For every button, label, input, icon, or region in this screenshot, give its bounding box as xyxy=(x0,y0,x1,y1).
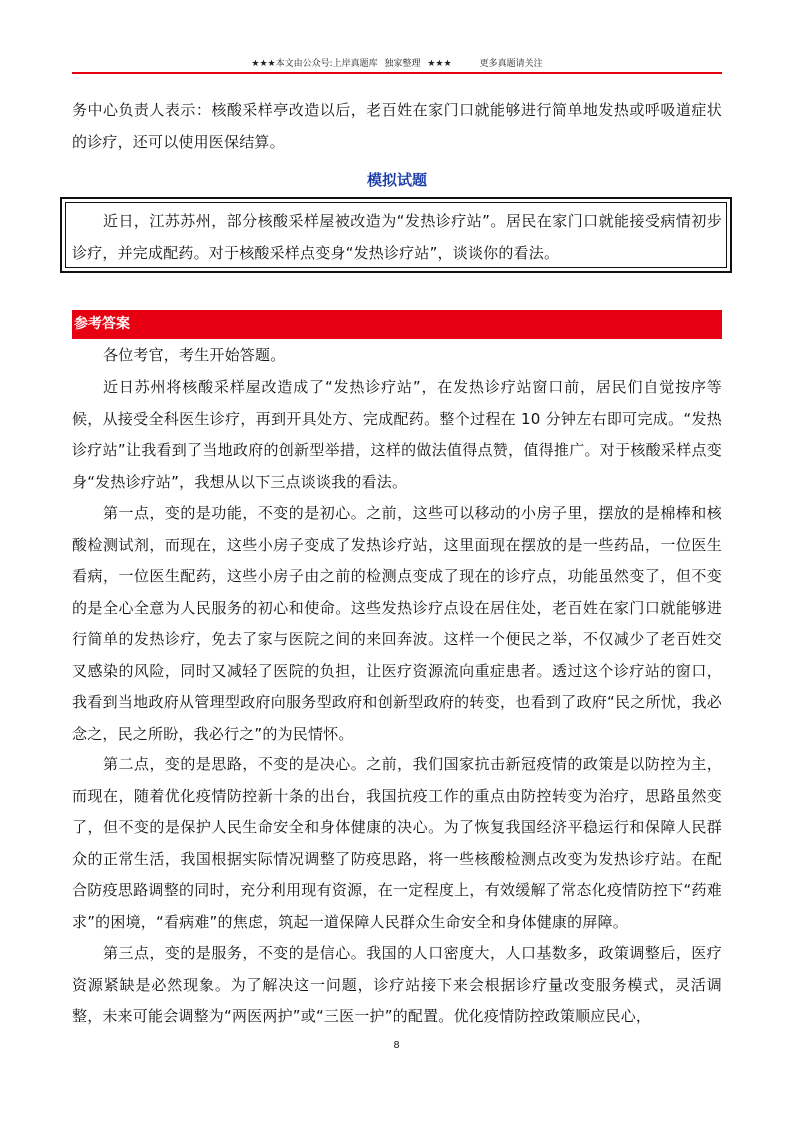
page-number: 8 xyxy=(393,1040,400,1051)
page-header xyxy=(72,56,722,69)
answer-heading-label: 参考答案 xyxy=(74,316,130,332)
answer-paragraph-intro: 近日苏州将核酸采样屋改造成了“发热诊疗站”，在发热诊疗站窗口前，居民们自觉按序等候，从接受全科医生诊疗，再到开具处方、完成配药。整个过程在 10 分钟左右即可完成。“发热诊疗站”让我看到了当地政府的创新型举措，这样的做法值得点赞，值得推广。对于核酸采样点变身“发热诊疗站”，我想从以下三点谈谈我的看法。 xyxy=(72,378,722,491)
question-text: 近日，江苏苏州，部分核酸采样屋被改造为“发热诊疗站”。居民在家门口就能接受病情初步诊疗，并完成配药。对于核酸采样点变身“发热诊疗站”，谈谈你的看法。 xyxy=(72,212,722,262)
answer-heading-bar xyxy=(72,310,722,339)
answer-paragraph-point-one: 第一点，变的是功能，不变的是初心。之前，这些可以移动的小房子里，摆放的是棉棒和核酸检测试剂，而现在，这些小房子变成了发热诊疗站，这里面现在摆放的是一些药品，一位医生看病，一位医生配药，这些小房子由之前的检测点变成了现在的诊疗点，功能虽然变了，但不变的是全心全意为人民服务的初心和使命。这些发热诊疗点设在居住处，老百姓在家门口就能够进行简单的发热诊疗，免去了家与医院之间的来回奔波。这样一个便民之举，不仅减少了老百姓交叉感染的风险，同时又减轻了医院的负担，让医疗资源流向重症患者。透过这个诊疗站的窗口，我看到当地政府从管理型政府向服务型政府和创新型政府的转变，也看到了政府“民之所忧，我必念之，民之所盼，我必行之”的为民情怀。 xyxy=(72,504,722,743)
section-title: 模拟试题 xyxy=(366,171,427,189)
header-left-text: ★★★本文由公众号:上岸真题库 独家整理 ★★★ xyxy=(251,59,452,69)
question-box xyxy=(60,197,732,273)
answer-paragraph-point-three: 第三点，变的是服务，不变的是信心。我国的人口密度大，人口基数多，政策调整后，医疗资源紧缺是必然现象。为了解决这一问题，诊疗站接下来会根据诊疗量改变服务模式，灵活调整，未来可能会调整为“两医两护”或“三医一护”的配置。优化疫情防控政策顺应民心， xyxy=(72,944,722,1025)
answer-paragraph-opening: 各位考官，考生开始答题。 xyxy=(103,346,286,364)
header-divider xyxy=(72,72,722,74)
header-right-text: 更多真题请关注 xyxy=(479,59,543,69)
intro-paragraph: 务中心负责人表示：核酸采样亭改造以后，老百姓在家门口就能够进行简单地发热或呼吸道症状的诊疗，还可以使用医保结算。 xyxy=(72,101,722,151)
answer-paragraph-point-two: 第二点，变的是思路，不变的是决心。之前，我们国家抗击新冠疫情的政策是以防控为主，而现在，随着优化疫情防控新十条的出台，我国抗疫工作的重点由防控转变为治疗，思路虽然变了，但不变的是保护人民生命安全和身体健康的决心。为了恢复我国经济平稳运行和保障人民群众的正常生活，我国根据实际情况调整了防疫思路，将一些核酸检测点改变为发热诊疗站。在配合防疫思路调整的同时，充分利用现有资源，在一定程度上，有效缓解了常态化疫情防控下“药难求”的困境，“看病难”的焦虑，筑起一道保障人民群众生命安全和身体健康的屏障。 xyxy=(72,755,722,931)
